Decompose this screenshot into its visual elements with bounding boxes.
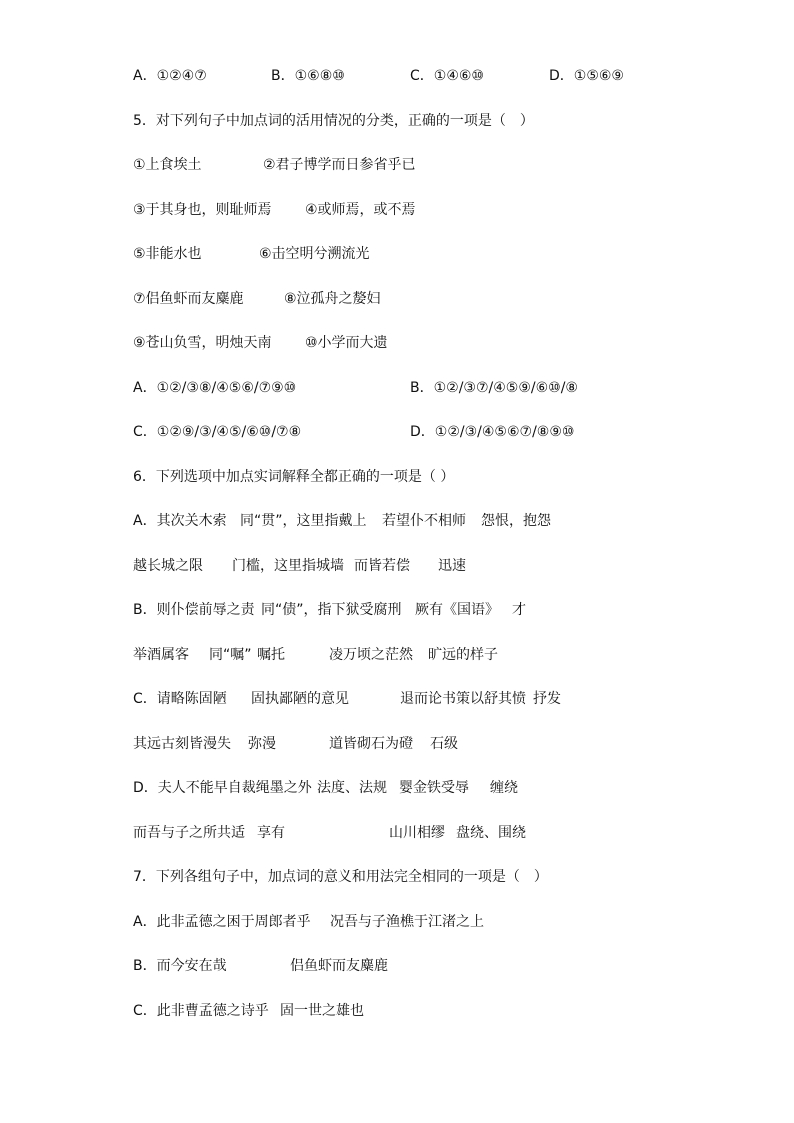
q5-item-6: ⑥击空明兮溯流光 [259, 246, 370, 262]
q6-a-gloss-2: 怨恨，抱怨 [481, 513, 551, 529]
q6-c-gloss-4: 石级 [430, 736, 458, 752]
q7-option-a [133, 911, 773, 933]
q4-options-row [133, 65, 773, 87]
q6-c-gloss-2: 抒发 [533, 691, 561, 707]
q6-option-d-line-2 [133, 822, 773, 844]
q6-stem-text: 6．下列选项中加点实词解释全都正确的一项是（ ） [133, 469, 455, 485]
q7-a-sentence-1: A．此非孟德之困于周郎者乎 [133, 914, 311, 930]
q6-c-gloss-1: 固执鄙陋的意见 [251, 691, 349, 707]
q5-option-c: C．①②⑨/③/④⑤/⑥⑩/⑦⑧ [133, 424, 302, 440]
q6-d-phrase-1: D．夫人不能早自裁绳墨之外 [133, 780, 312, 796]
q6-a-phrase-4: 而皆若偿 [354, 558, 410, 574]
q5-items-row-2 [133, 199, 773, 221]
q4-option-a: A．①②④⑦ [133, 68, 207, 84]
q5-stem [133, 110, 773, 132]
q6-c-phrase-4: 道皆砌石为磴 [329, 736, 413, 752]
q7-b-sentence-2: 侣鱼虾而友麋鹿 [290, 958, 388, 974]
q5-options-row-1 [133, 377, 773, 399]
q6-b-gloss-3a: 同“嘱” [209, 647, 252, 663]
q5-item-2: ②君子博学而日参省乎已 [263, 157, 416, 173]
q6-d-phrase-2: 婴金铁受辱 [399, 780, 469, 796]
q6-option-b-line-1 [133, 599, 773, 621]
q6-b-phrase-4: 凌万顷之茫然 [329, 647, 413, 663]
q6-c-gloss-3: 弥漫 [248, 736, 276, 752]
q5-item-7: ⑦侣鱼虾而友麋鹿 [133, 291, 244, 307]
q6-option-c-line-2 [133, 733, 773, 755]
q4-option-d: D．①⑤⑥⑨ [549, 68, 624, 84]
q4-option-c: C．①④⑥⑩ [410, 68, 484, 84]
q5-stem-text: 5．对下列句子中加点词的活用情况的分类，正确的一项是（ ） [133, 113, 534, 129]
q5-items-row-4 [133, 288, 773, 310]
q7-c-sentence-2: 固一世之雄也 [280, 1003, 364, 1019]
q6-b-gloss-4: 旷远的样子 [428, 647, 498, 663]
q5-items-row-5 [133, 332, 773, 354]
q6-d-gloss-1: 法度、法规 [317, 780, 387, 796]
q5-item-3: ③于其身也，则耻师焉 [133, 202, 272, 218]
q5-item-4: ④或师焉，或不焉 [305, 202, 416, 218]
q6-c-phrase-2: 退而论书策以舒其愤 [400, 691, 526, 707]
q6-b-gloss-2: 才 [512, 602, 526, 618]
q6-b-gloss-3b: 嘱托 [257, 647, 285, 663]
q7-stem [133, 866, 773, 888]
q6-d-gloss-4: 盘绕、围绕 [456, 825, 526, 841]
q6-a-phrase-3: 越长城之限 [133, 558, 203, 574]
q5-option-b: B．①②/③⑦/④⑤⑨/⑥⑩/⑧ [410, 380, 578, 396]
q6-a-gloss-3: 门槛，这里指城墙 [232, 558, 344, 574]
q5-options-row-2 [133, 421, 773, 443]
q6-a-gloss-1: 同“贯”，这里指戴上 [240, 513, 367, 529]
q6-d-phrase-3: 而吾与子之所共适 [133, 825, 245, 841]
q5-item-9: ⑨苍山负雪，明烛天南 [133, 335, 272, 351]
q6-option-a-line-1 [133, 510, 773, 532]
q7-option-c [133, 1000, 773, 1022]
q5-item-8: ⑧泣孤舟之嫠妇 [284, 291, 381, 307]
q7-c-sentence-1: C．此非曹孟德之诗乎 [133, 1003, 269, 1019]
q5-option-a: A．①②/③⑧/④⑤⑥/⑦⑨⑩ [133, 380, 297, 396]
q6-stem [133, 466, 773, 488]
q6-a-phrase-2: 若望仆不相师 [382, 513, 466, 529]
q6-b-phrase-1: B．则仆偿前辱之责 [133, 602, 255, 618]
q5-items-row-1 [133, 154, 773, 176]
q6-b-gloss-1: 同“债”，指下狱受腐刑 [261, 602, 402, 618]
q5-item-5: ⑤非能水也 [133, 246, 202, 262]
q6-a-phrase-1: A．其次关木索 [133, 513, 227, 529]
q6-d-gloss-3: 享有 [257, 825, 285, 841]
q5-item-1: ①上食埃土 [133, 157, 202, 173]
q6-option-c-line-1 [133, 688, 773, 710]
q7-b-sentence-1: B．而今安在哉 [133, 958, 227, 974]
q6-c-phrase-1: C．请略陈固陋 [133, 691, 227, 707]
q6-d-phrase-4: 山川相缪 [389, 825, 445, 841]
q6-d-gloss-2: 缠绕 [490, 780, 518, 796]
q6-option-b-line-2 [133, 644, 773, 666]
q4-option-b: B．①⑥⑧⑩ [271, 68, 345, 84]
q6-option-d-line-1 [133, 777, 773, 799]
q6-b-phrase-3: 举酒属客 [133, 647, 189, 663]
q5-items-row-3 [133, 243, 773, 265]
q6-c-phrase-3: 其远古刻皆漫失 [133, 736, 231, 752]
q7-a-sentence-2: 况吾与子渔樵于江渚之上 [330, 914, 484, 930]
q6-option-a-line-2 [133, 555, 773, 577]
q7-stem-text: 7．下列各组句子中，加点词的意义和用法完全相同的一项是（ ） [133, 869, 548, 885]
q6-a-gloss-4: 迅速 [438, 558, 466, 574]
q6-b-phrase-2: 厥有《国语》 [415, 602, 499, 618]
q5-option-d: D．①②/③/④⑤⑥⑦/⑧⑨⑩ [410, 424, 575, 440]
q7-option-b [133, 955, 773, 977]
q5-item-10: ⑩小学而大遗 [305, 335, 388, 351]
